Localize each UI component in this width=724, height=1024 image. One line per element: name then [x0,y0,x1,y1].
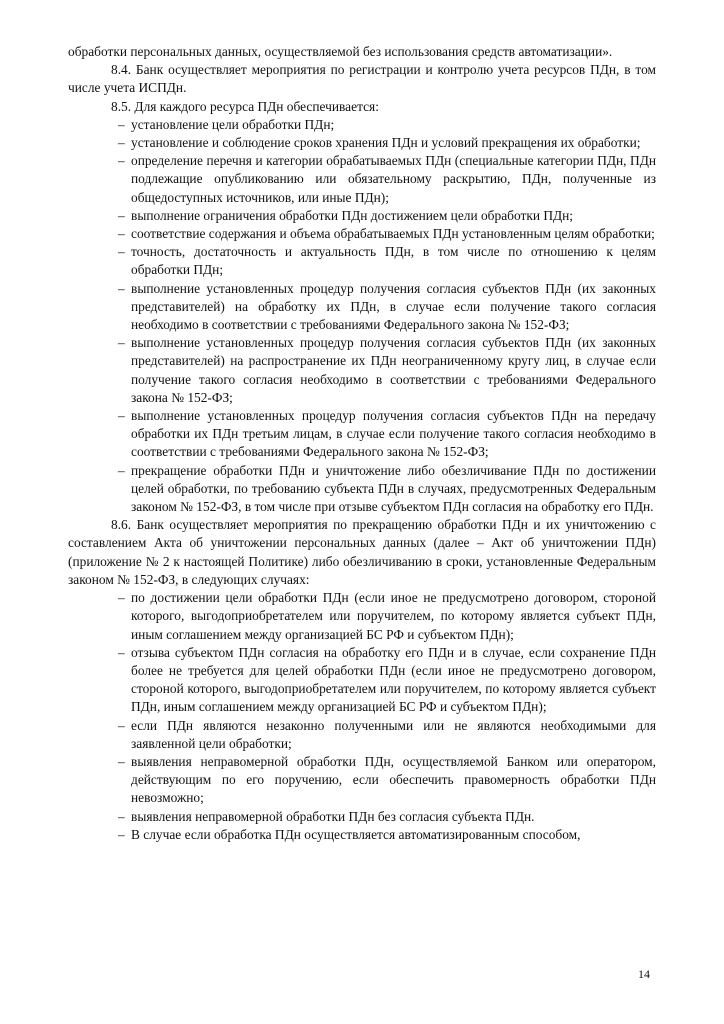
list-item: – выполнение установленных процедур получения согласия субъектов ПДн на передачу обработки их ПДн третьим лицам, в случае если получение такого согласия необходимо в соответствии с требованиями Федерального закона № 152-ФЗ; [131,407,656,462]
page-number: 14 [638,967,650,981]
list-item: – выполнение установленных процедур получения согласия субъектов ПДн (их законных представителей) на распространение их ПДн неограниченному кругу лиц, в случае если получение такого согласия необходимо в соответствии с требованиями Федерального закона № 152-ФЗ; [131,334,656,407]
paragraph-8-6: 8.6. Банк осуществляет мероприятия по прекращению обработки ПДн и их уничтожению с составлением Акта об уничтожении персональных данных (далее – Акт об уничтожении ПДн) (приложение № 2 к настоящей Политике) либо обезличиванию в сроки, установленные Федеральным законом № 152-ФЗ, в следующих случаях: [68,517,656,587]
list-item: – В случае если обработка ПДн осуществляется автоматизированным способом, [131,826,656,844]
list-item: – установление и соблюдение сроков хранения ПДн и условий прекращения их обработки; [131,134,656,152]
list-8-6 [68,589,656,844]
list-item: – установление цели обработки ПДн; [131,116,656,134]
list-item: – определение перечня и категории обрабатываемых ПДн (специальные категории ПДн, ПДн подлежащие опубликованию или обязательному раскрытию, ПДн, полученные из общедоступных источников, или иные ПДн); [131,152,656,207]
list-item: – выявления неправомерной обработки ПДн без согласия субъекта ПДн. [131,808,656,826]
list-item: – по достижении цели обработки ПДн (если иное не предусмотрено договором, стороной которого, выгодоприобретателем или поручителем, по которому является субъект ПДн, иным соглашением между организацией БС РФ и субъектом ПДн); [131,589,656,644]
list-item: – точность, достаточность и актуальность ПДн, в том числе по отношению к целям обработки ПДн; [131,243,656,279]
list-item: – выполнение установленных процедур получения согласия субъектов ПДн (их законных представителей) на обработку их ПДн, в случае если получение такого согласия необходимо в соответствии с требованиями Федерального закона № 152-ФЗ; [131,280,656,335]
list-item: – если ПДн являются незаконно полученными или не являются необходимыми для заявленной цели обработки; [131,717,656,753]
list-item: – выявления неправомерной обработки ПДн, осуществляемой Банком или оператором, действующим по его поручению, если обеспечить правомерность обработки ПДн невозможно; [131,753,656,808]
paragraph-8-5: 8.5. Для каждого ресурса ПДн обеспечивается: [111,98,379,114]
list-item: – выполнение ограничения обработки ПДн достижением цели обработки ПДн; [131,207,656,225]
list-item: – соответствие содержания и объема обрабатываемых ПДн установленным целям обработки; [131,225,656,243]
intro-paragraph: обработки персональных данных, осуществляемой без использования средств автоматизации». [68,44,613,59]
list-item: – отзыва субъектом ПДн согласия на обработку его ПДн и в случае, если сохранение ПДн более не требуется для целей обработки ПДн (если иное не предусмотрено договором, стороной которого, выгодоприобретателем или поручителем, по которому является субъект ПДн, иным соглашением между организацией БС РФ и субъектом ПДн); [131,644,656,717]
paragraph-8-4: 8.4. Банк осуществляет мероприятия по регистрации и контролю учета ресурсов ПДн, в том числе учета ИСПДн. [68,62,656,96]
document-page [68,43,656,844]
list-item: – прекращение обработки ПДн и уничтожение либо обезличивание ПДн по достижении целей обработки, по требованию субъекта ПДн в случаях, предусмотренных Федеральным законом № 152-ФЗ, в том числе при отзыве субъектом ПДн согласия на обработку его ПДн. [131,462,656,517]
list-8-5 [68,116,656,516]
